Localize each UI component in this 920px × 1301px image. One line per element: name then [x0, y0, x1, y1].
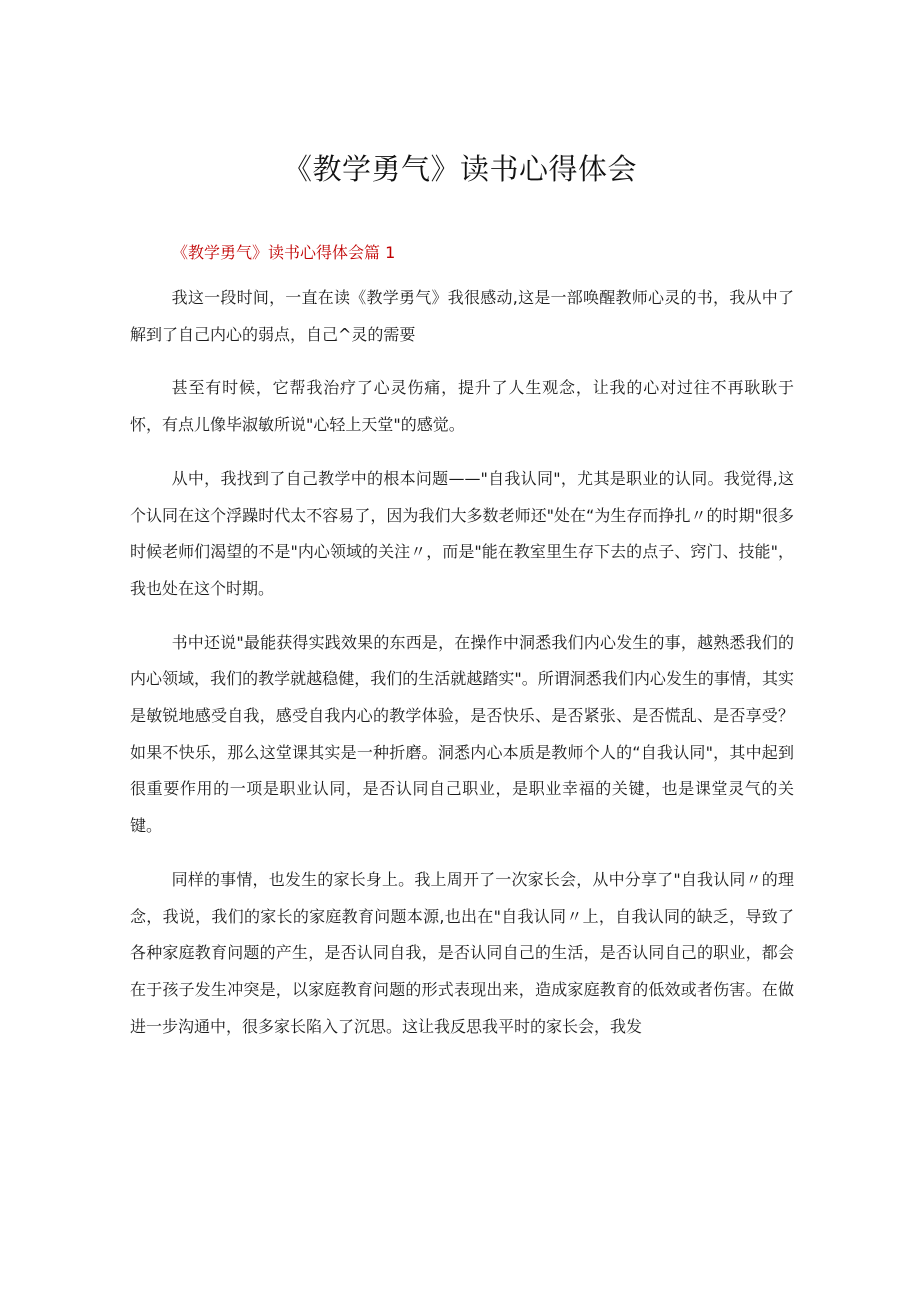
- paragraph-4: 书中还说"最能获得实践效果的东西是，在操作中洞悉我们内心发生的事，越熟悉我们的内心领域，我们的教学就越稳健，我们的生活就越踏实"。所谓洞悉我们内心发生的事情，其实是敏锐地感受自我，感受自我内心的教学体验，是否快乐、是否紧张、是否慌乱、是否享受？如果不快乐，那么这堂课其实是一种折磨。洞悉内心本质是教师个人的“自我认同"，其中起到很重要作用的一项是职业认同，是否认同自己职业，是职业幸福的关键，也是课堂灵气的关键。: [130, 632, 794, 836]
- paragraph-3: 从中，我找到了自己教学中的根本问题——"自我认同"，尤其是职业的认同。我觉得,这个认同在这个浮躁时代太不容易了，因为我们大多数老师还"处在“为生存而挣扎〃的时期"很多时候老师们渴望的不是"内心领域的关注〃，而是"能在教室里生存下去的点子、窍门、技能"，我也处在这个时期。: [130, 468, 794, 598]
- section-heading: 《教学勇气》读书心得体会篇 1: [172, 243, 396, 262]
- paragraph-5: 同样的事情，也发生的家长身上。我上周开了一次家长会，从中分享了"自我认同〃的理念，我说，我们的家长的家庭教育问题本源,也出在"自我认同〃上，自我认同的缺乏，导致了各种家庭教育问题的产生，是否认同自我，是否认同自己的生活，是否认同自己的职业，都会在于孩子发生冲突是，以家庭教育问题的形式表现出来，造成家庭教育的低效或者伤害。在做进一步沟通中，很多家长陷入了沉思。这让我反思我平时的家长会，我发: [130, 869, 794, 1036]
- paragraph-1: 我这一段时间，一直在读《教学勇气》我很感动,这是一部唤醒教师心灵的书，我从中了解到了自己内心的弱点，自己^灵的需要: [130, 288, 794, 344]
- document-title: 《教学勇气》读书心得体会: [282, 152, 637, 186]
- body-text: [130, 280, 794, 1062]
- paragraph-2: 甚至有时候，它帮我治疗了心灵伤痛，提升了人生观念，让我的心对过往不再耿耿于怀，有点儿像毕淑敏所说"心轻上天堂"的感觉。: [130, 378, 794, 435]
